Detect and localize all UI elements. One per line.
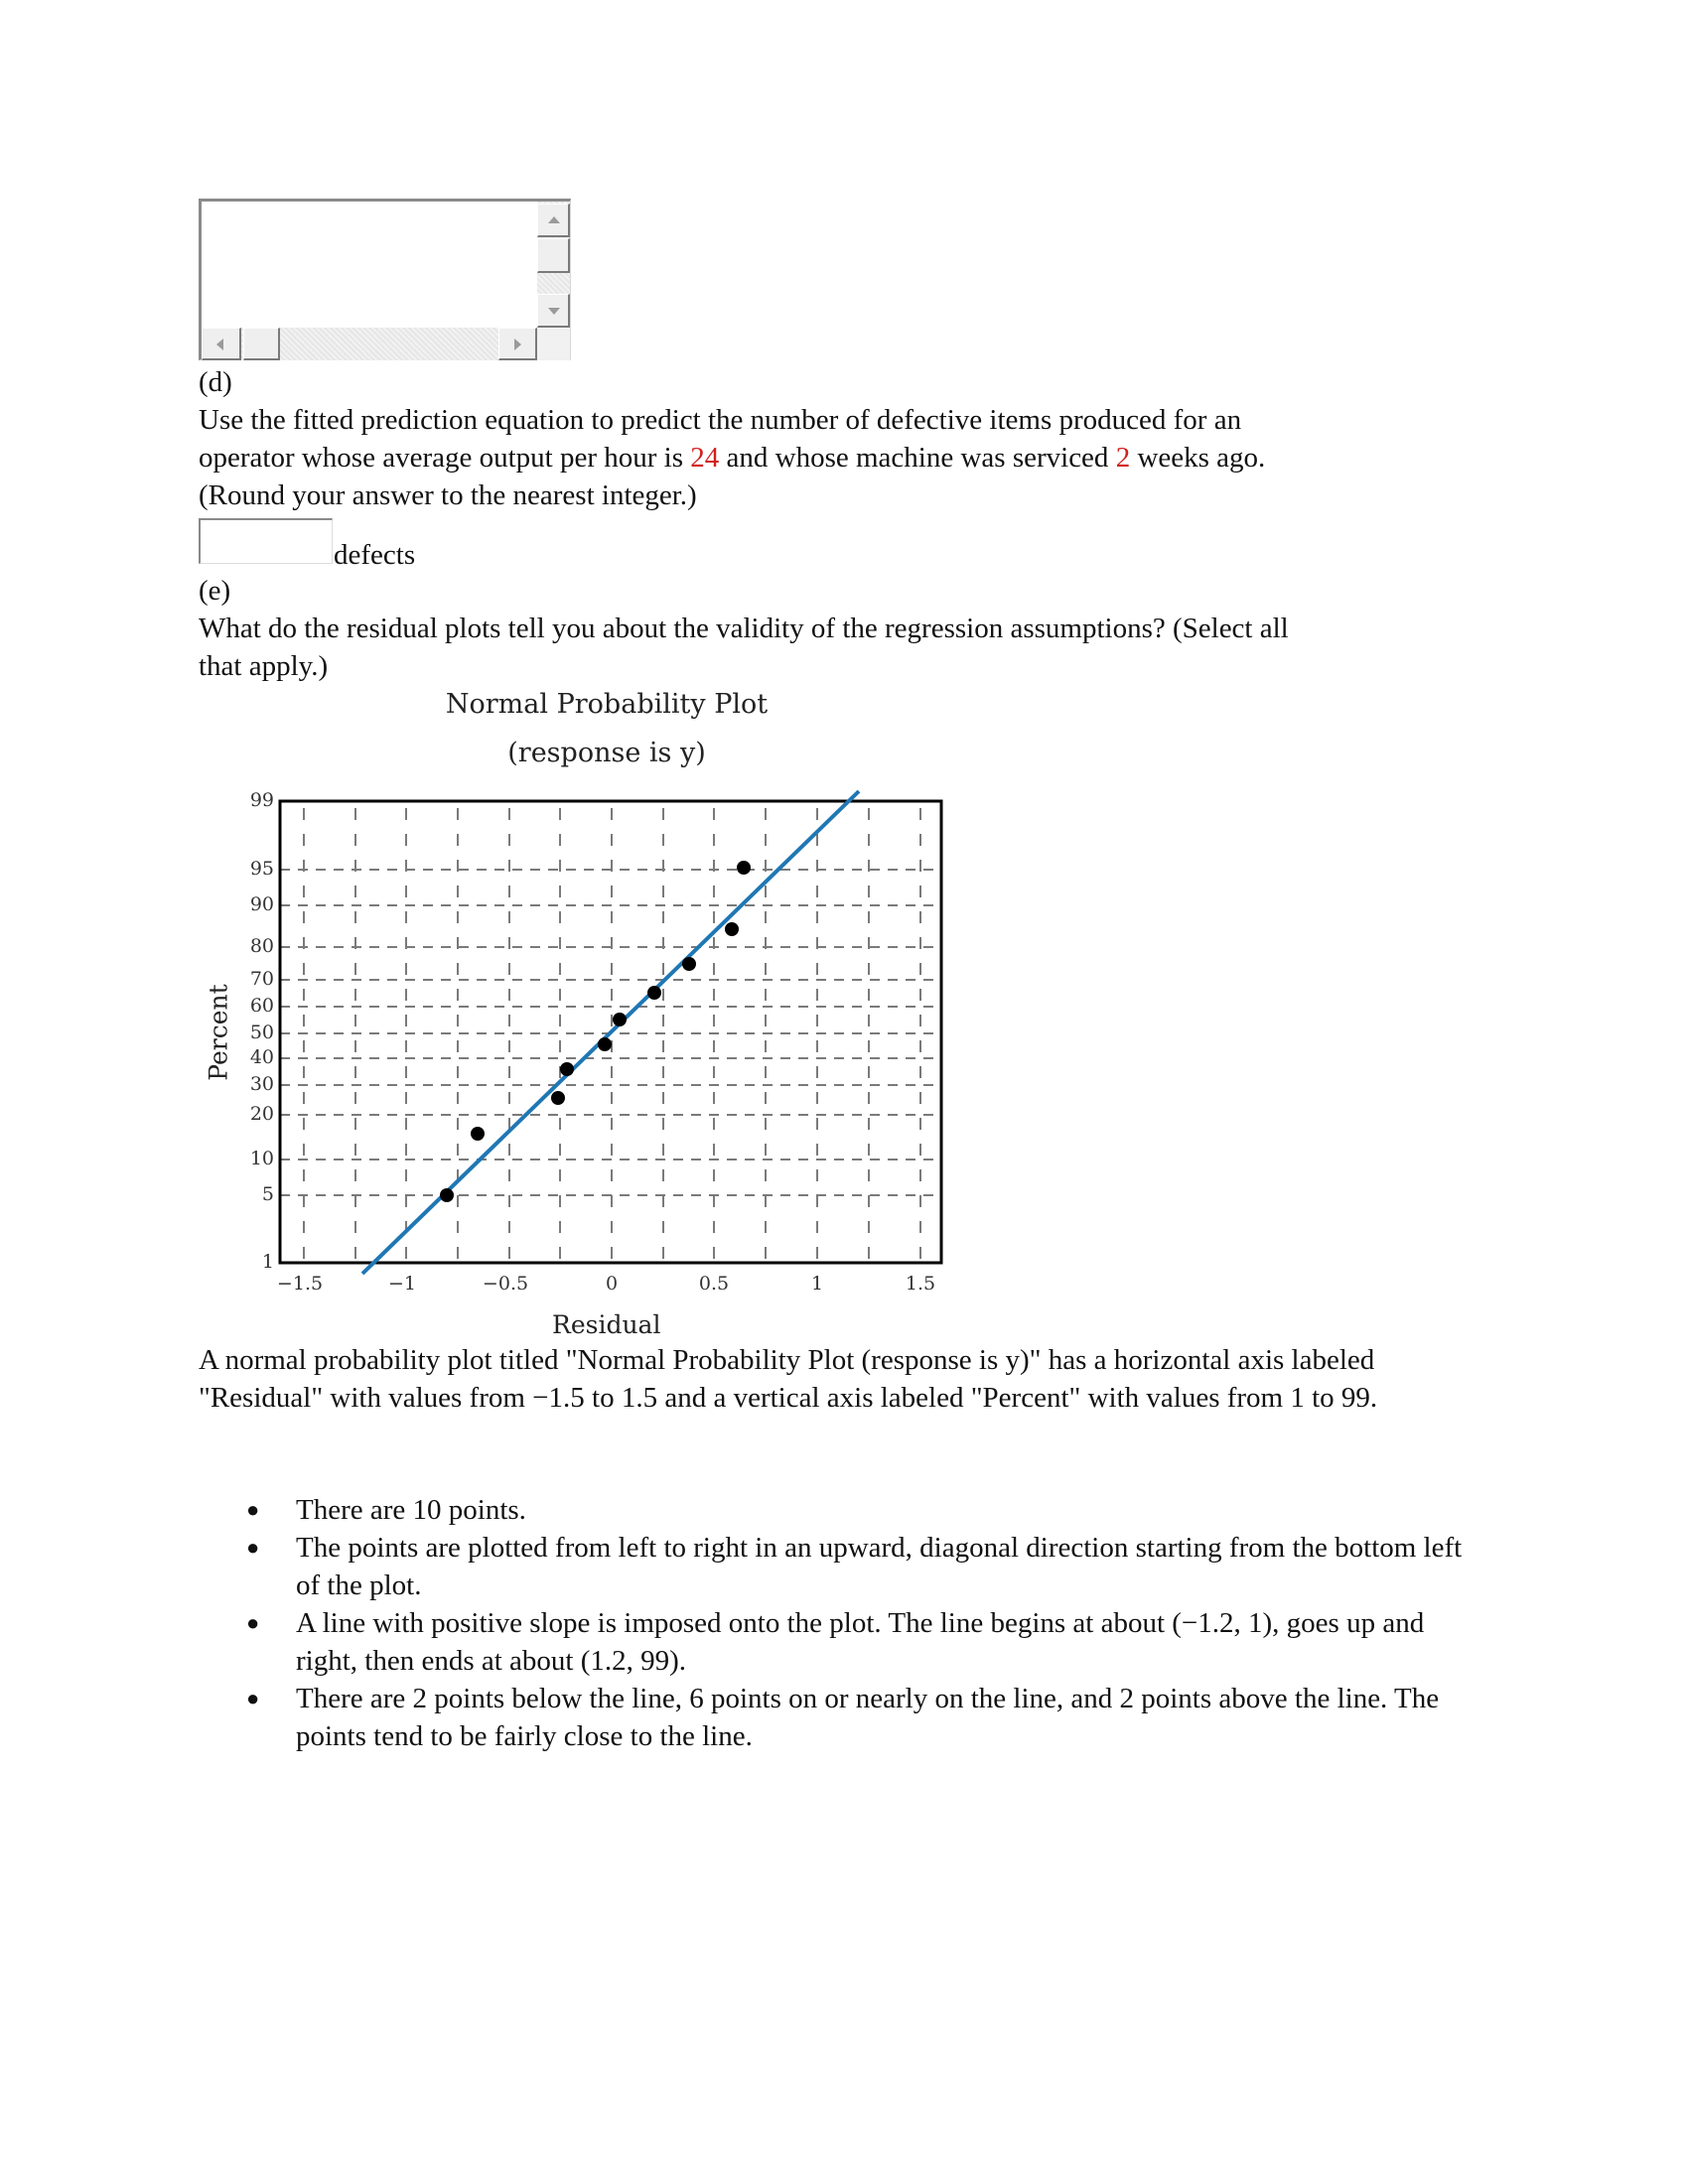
x-tick-label: 0.5 [698, 1273, 730, 1295]
weeks-value: 2 [1115, 442, 1131, 474]
bullet-icon: ● [246, 1686, 260, 1710]
x-tick-label: −1.5 [276, 1273, 324, 1295]
y-tick-label: 80 [249, 935, 274, 957]
bullet-item [199, 1680, 1489, 1755]
bullet-item [199, 1491, 1489, 1529]
x-tick-label: 1.5 [905, 1273, 936, 1295]
y-tick-label: 50 [249, 1022, 274, 1043]
bullet-text: A line with positive slope is imposed onto the plot. The line begins at about (−1.2, 1), goes up and right, then ends at about (1.2, 99). [296, 1607, 1425, 1677]
y-tick-label: 30 [249, 1073, 274, 1095]
part-d-question-line1: Use the fitted prediction equation to predict the number of defective items produced for an [199, 404, 1242, 436]
part-e-question-line2: that apply.) [199, 650, 329, 682]
bullet-item [199, 1529, 1489, 1604]
bullet-text: There are 10 points. [296, 1494, 526, 1526]
y-tick-label: 10 [249, 1148, 274, 1169]
x-axis-label: Residual [552, 1310, 661, 1339]
chart-title: Normal Probability Plot [445, 689, 769, 720]
bullet-text: There are 2 points below the line, 6 points on or nearly on the line, and 2 points above the line. The points tend to be fairly close to the line. [296, 1683, 1440, 1752]
chart-subtitle: (response is y) [507, 738, 706, 768]
x-tick-label: 1 [810, 1273, 824, 1295]
y-tick-label: 99 [249, 789, 274, 811]
y-tick-label: 5 [261, 1183, 274, 1205]
y-tick-label: 40 [249, 1046, 274, 1068]
y-tick-label: 20 [249, 1103, 274, 1125]
bullet-icon: ● [246, 1535, 260, 1560]
y-axis-label: Percent [204, 984, 233, 1081]
bullet-item [199, 1604, 1489, 1680]
part-e-question-line1: What do the residual plots tell you about the validity of the regression assumptions? (Select all [199, 613, 1289, 644]
question-text: weeks ago. [1130, 442, 1266, 474]
question-text: and whose machine was serviced [719, 442, 1116, 474]
defects-unit-label: defects [334, 539, 416, 571]
part-d-label: (d) [199, 366, 232, 398]
question-text: operator whose average output per hour is [199, 442, 691, 474]
output-per-hour-value: 24 [690, 442, 720, 474]
part-e-label: (e) [199, 575, 231, 607]
y-tick-label: 90 [249, 893, 274, 915]
x-tick-label: −1 [387, 1273, 417, 1295]
bullet-text: The points are plotted from left to right in an upward, diagonal direction starting from the bottom left of the plot. [296, 1532, 1463, 1601]
y-tick-label: 60 [249, 995, 274, 1017]
bullet-icon: ● [246, 1497, 260, 1522]
bullet-icon: ● [246, 1610, 260, 1635]
y-tick-label: 95 [249, 858, 274, 880]
chart-description: A normal probability plot titled "Normal Probability Plot (response is y)" has a horizontal axis labeled "Residual" with values from −1.5 to 1.5 and a vertical axis labeled "Percent" with values from 1 to 99. [199, 1344, 1378, 1414]
chart-description-bullets [199, 1491, 1489, 1755]
y-tick-label: 1 [261, 1251, 274, 1273]
x-tick-label: −0.5 [482, 1273, 529, 1295]
y-tick-label: 70 [249, 968, 274, 990]
part-d-question-line3: (Round your answer to the nearest integer.) [199, 479, 697, 511]
x-tick-label: 0 [605, 1273, 619, 1295]
